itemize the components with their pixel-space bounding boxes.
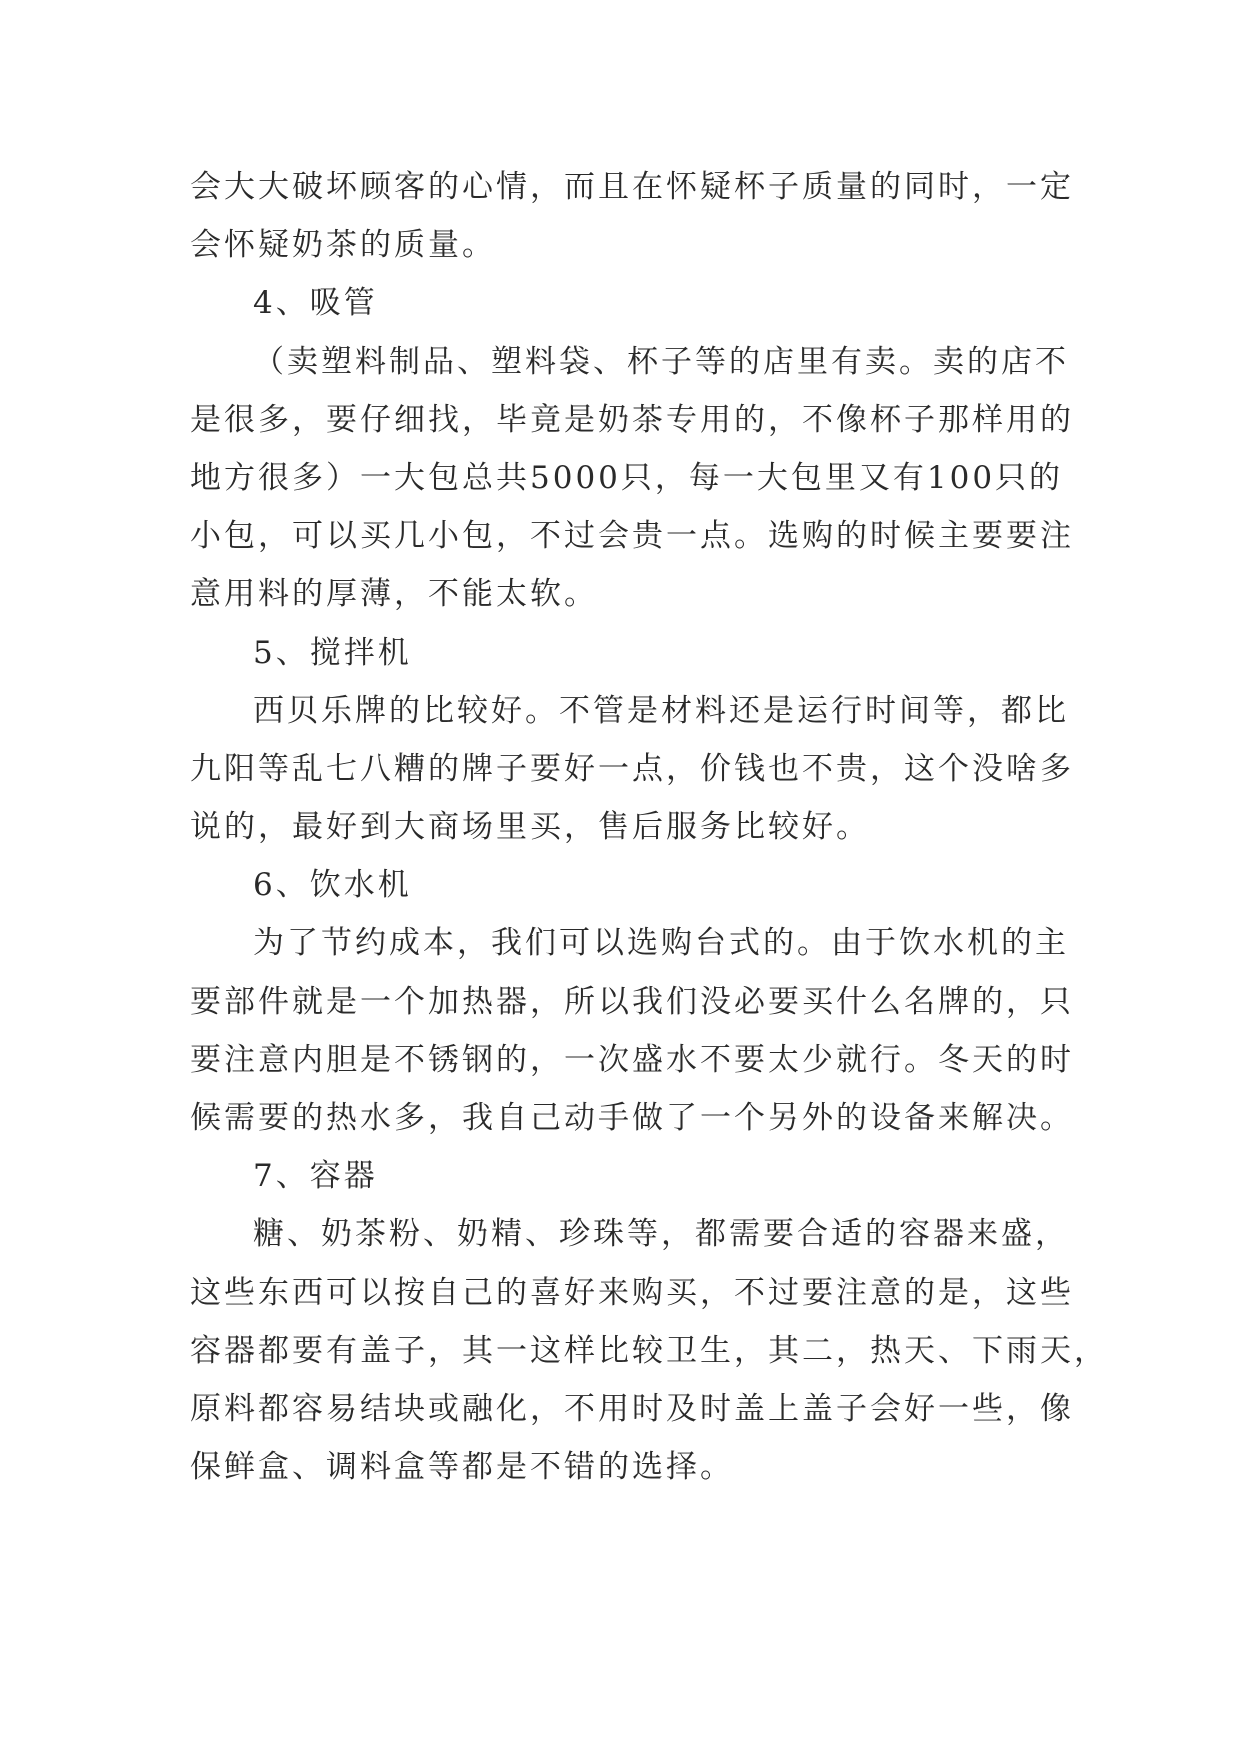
- paragraph-line: 原料都容易结块或融化，不用时及时盖上盖子会好一些，像: [190, 1390, 1074, 1427]
- section-heading: 6、饮水机: [253, 867, 412, 904]
- paragraph-line: 九阳等乱七八糟的牌子要好一点，价钱也不贵，这个没啥多: [190, 750, 1074, 787]
- section-heading: 5、搅拌机: [253, 634, 412, 671]
- paragraph-line: 候需要的热水多，我自己动手做了一个另外的设备来解决。: [190, 1100, 1074, 1136]
- paragraph-line: 糖、奶茶粉、奶精、珍珠等，都需要合适的容器来盛，: [253, 1216, 1069, 1253]
- paragraph-line: 会怀疑奶茶的质量。: [190, 227, 496, 264]
- section-heading: 7、容器: [253, 1158, 378, 1195]
- paragraph-line: 地方很多）一大包总共5000只，每一大包里又有100只的: [190, 459, 1064, 496]
- paragraph-line: 意用料的厚薄，不能太软。: [190, 576, 598, 613]
- paragraph-line: 小包，可以买几小包，不过会贵一点。选购的时候主要要注: [190, 518, 1074, 555]
- paragraph-line: 会大大破坏顾客的心情，而且在怀疑杯子质量的同时，一定: [190, 169, 1074, 205]
- paragraph-line: 这些东西可以按自己的喜好来购买，不过要注意的是，这些: [190, 1274, 1074, 1311]
- paragraph-line: 要注意内胆是不锈钢的，一次盛水不要太少就行。冬天的时: [190, 1041, 1074, 1078]
- paragraph-line: （卖塑料制品、塑料袋、杯子等的店里有卖。卖的店不: [253, 343, 1069, 380]
- paragraph-line: 容器都要有盖子，其一这样比较卫生，其二，热天、下雨天，: [190, 1332, 1108, 1369]
- document-body: [190, 158, 1108, 1496]
- paragraph-line: 说的，最好到大商场里买，售后服务比较好。: [190, 809, 870, 846]
- paragraph-line: 为了节约成本，我们可以选购台式的。由于饮水机的主: [253, 925, 1069, 962]
- section-heading: 4、吸管: [253, 285, 378, 322]
- paragraph-line: 要部件就是一个加热器，所以我们没必要买什么名牌的，只: [190, 983, 1074, 1020]
- paragraph-line: 保鲜盒、调料盒等都是不错的选择。: [190, 1449, 734, 1486]
- paragraph-line: 是很多，要仔细找，毕竟是奶茶专用的，不像杯子那样用的: [190, 401, 1074, 438]
- paragraph-line: 西贝乐牌的比较好。不管是材料还是运行时间等，都比: [253, 692, 1069, 729]
